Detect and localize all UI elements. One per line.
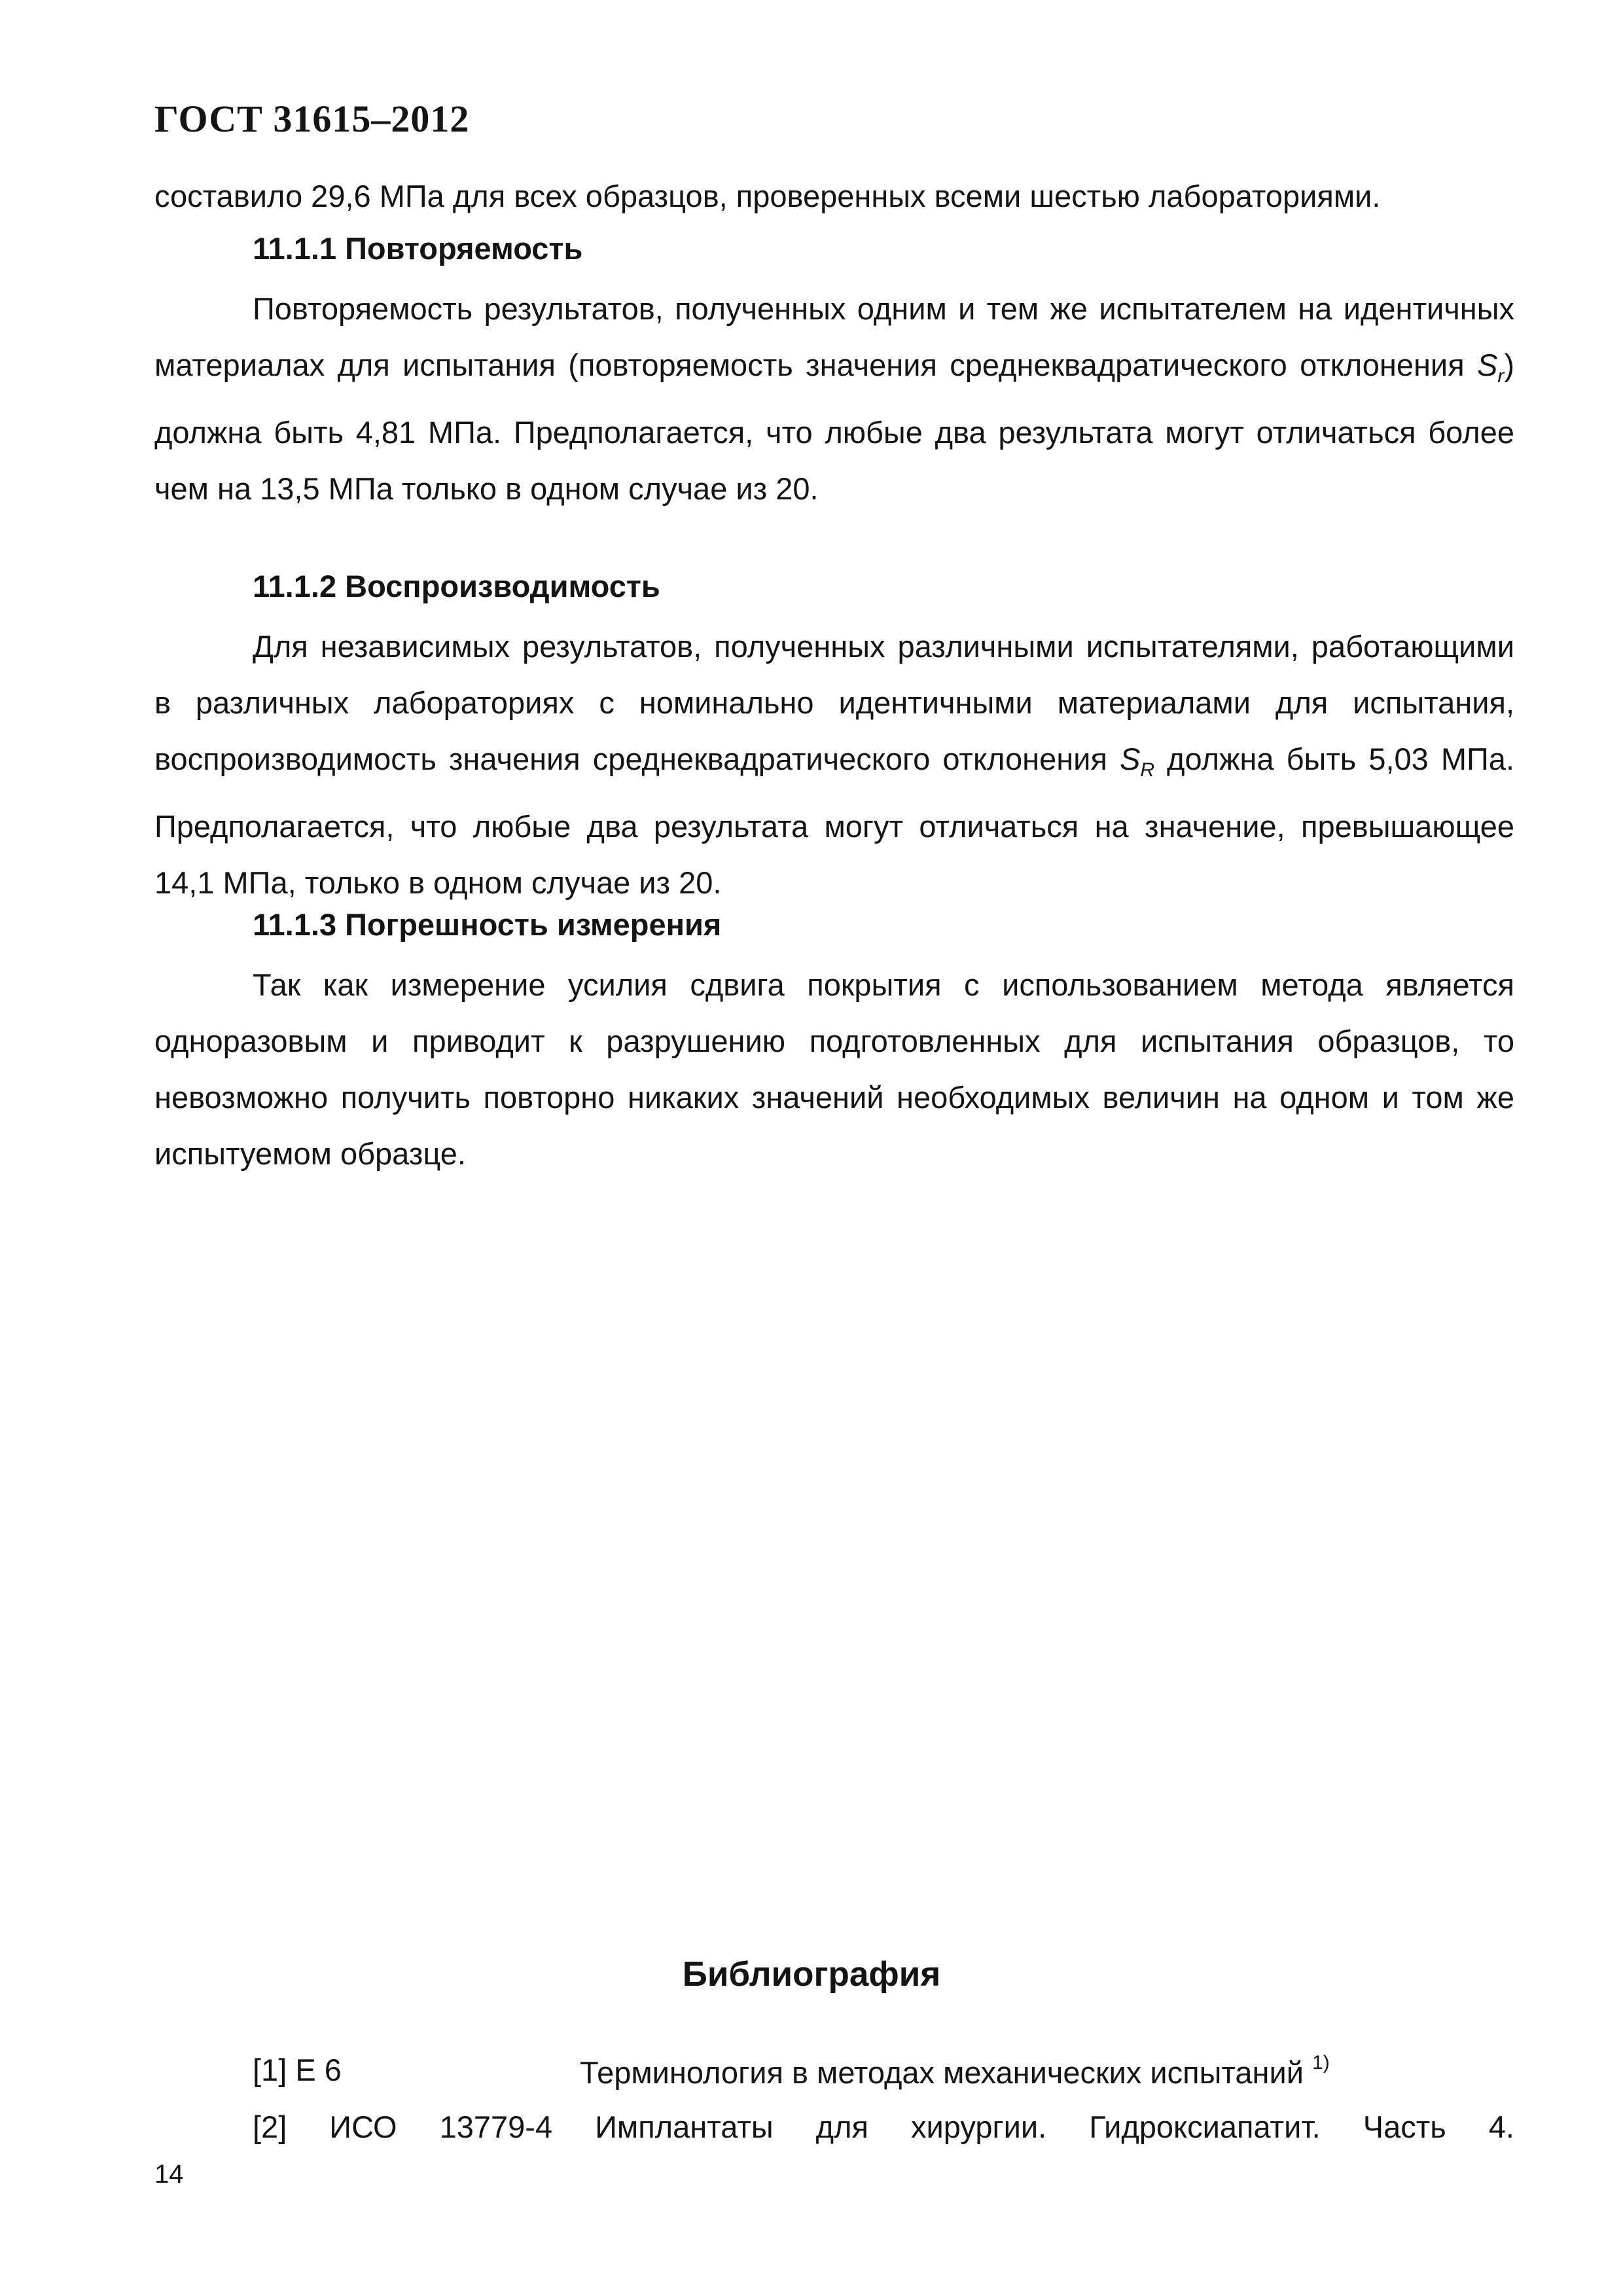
heading-measurement-error: 11.1.3 Погрешность измерения [253,907,722,942]
symbol-subscript: R [1140,759,1154,781]
symbol-s: S [1476,348,1498,382]
page-number: 14 [154,2160,184,2189]
symbol-s: S [1119,742,1141,776]
text: Повторяемость результатов, полученных одним и тем же испытателем на идентичных материалах для испытания (повторяемость значения среднеквадратического отклонения [154,291,1514,382]
bibliography-text: Терминология в методах механических испытаний $^{1)}$ [580,2052,1330,2090]
bibliography-title: Библиография [682,1955,941,1994]
text: должна быть 5,03 МПа. Предполагается, что любые два результата могут отличаться на значение, превышающее 14,1 МПа, только в одном случае из 20. [154,742,1515,900]
heading-repeatability: 11.1.1 Повторяемость [253,231,583,266]
intro-paragraph: составило 29,6 МПа для всех образцов, проверенных всеми шестью лабораториями. [154,179,1381,213]
paragraph-reproducibility [154,619,1514,911]
bibliography-ref: [1] E 6 [253,2053,342,2087]
bibliography-item [253,2109,1514,2145]
footnote-mark: 1) [1312,2052,1330,2073]
paragraph-measurement-error: Так как измерение усилия сдвига покрытия с использованием метода является одноразовым и приводит к разрушению подготовленных для испытания образцов, то невозможно получить повторно никаких значений необходимых величин на одном и том же испытуемом образце. [154,967,1514,1171]
standard-number: ГОСТ 31615–2012 [154,98,470,140]
text: Для независимых результатов, полученных различными испытателями, работающими в различных лабораториях с номинально идентичными материалами для испытания, воспроизводимость значения среднеквадратического отклонения [154,629,1514,776]
text: ) должна быть 4,81 МПа. Предполагается, что любые два результата могут отличаться более чем на 13,5 МПа только в одном случае из 20. [154,348,1514,506]
bibliography-text: [2] ИСО 13779-4 Имплантаты для хирургии. Гидроксиапатит. Часть 4. [253,2109,1514,2144]
paragraph-repeatability [154,281,1514,517]
symbol-subscript: r [1497,365,1505,387]
heading-reproducibility: 11.1.2 Воспроизводимость [253,569,660,603]
